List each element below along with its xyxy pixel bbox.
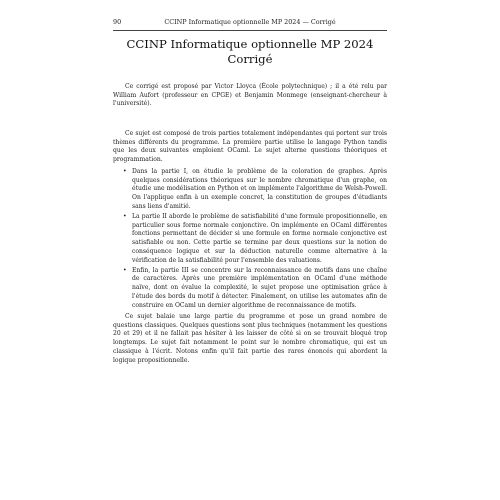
document-title — [113, 37, 387, 67]
header-rule — [113, 30, 387, 31]
parts-list — [113, 168, 387, 312]
document-title-line1: CCINP Informatique optionnelle MP 2024 — [126, 37, 374, 51]
list-item — [113, 168, 387, 212]
running-header — [113, 15, 387, 29]
list-item-text: La partie II aborde le problème de satisfiabilité d'une formule propositionnelle, en particulier sous forme normale conjonctive. On implémente en OCaml différentes fonctions permettant de décider si une formule en forme normale conjonctive est satisfiable ou non. Cette partie se termine par deux questions sur la notion de conséquence logique et sur la déduction naturelle comme alternative à la vérification de la satisfiabilité pour l'ensemble des valuations. — [132, 213, 387, 264]
list-item-text: Dans la partie I, on étudie le problème de la coloration de graphes. Après quelques considérations théoriques sur le nombre chromatique d'un graphe, on étudie une modélisation en Python et on implémente l'algorithme de Welsh-Powell. On l'applique enfin à un exemple concret, la constitution de groupes d'étudiants sans liens d'amitié. — [132, 168, 387, 210]
intro-paragraph: Ce sujet est composé de trois parties totalement indépendantes qui portent sur trois thèmes différents du programme. La première partie utilise le langage Python tandis que les deux suivantes emploient OCaml. Le sujet alterne questions théoriques et programmation. — [113, 130, 387, 164]
bullet-icon: • — [123, 168, 127, 175]
page-number: 90 — [113, 18, 122, 26]
list-item — [113, 213, 387, 265]
document-title-line2: Corrigé — [227, 52, 273, 66]
bullet-icon: • — [123, 213, 127, 221]
bullet-icon: • — [123, 266, 127, 274]
conclusion-paragraph: Ce sujet balaie une large partie du programme et pose un grand nombre de questions classiques. Quelques questions sont plus techniques (notamment les questions 20 et 29) et il ne fallait pas hésiter à les laisser de côté si on se trouvait bloqué trop longtemps. Le sujet fait notamment le point sur le nombre chromatique, qui est un classique à l'écrit. Notons enfin qu'il fait partie des rares énoncés qui abordent la logique propositionnelle. — [113, 313, 387, 364]
running-title: CCINP Informatique optionnelle MP 2024 — Corrigé — [164, 18, 336, 26]
list-item — [113, 267, 387, 311]
list-item-text: Enfin, la partie III se concentre sur la reconnaissance de motifs dans une chaîne de caractères. Après une première implémentation en OCaml d'une méthode naïve, dont on évalue la complexité, le sujet propose une optimisation grâce à l'étude des bords du motif à détecter. Finalement, on utilise les automates afin de construire en OCaml un dernier algorithme de reconnaissance de motifs. — [132, 266, 387, 309]
credits-paragraph: Ce corrigé est proposé par Victor Lloyca (École polytechnique) ; il a été relu par William Aufort (professeur en CPGE) et Benjamin Monmege (enseignant-chercheur à l'université). — [113, 83, 387, 108]
